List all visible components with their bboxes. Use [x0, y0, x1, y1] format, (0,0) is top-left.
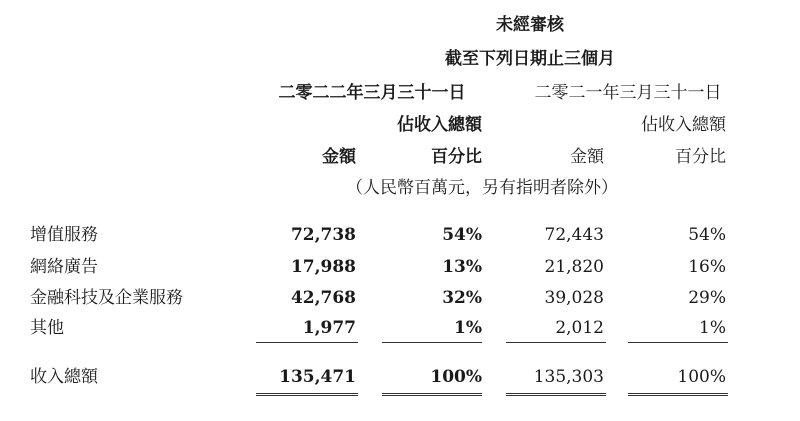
total-double-rule	[256, 393, 358, 396]
pct-2022-cell: 13%	[442, 257, 482, 277]
amount-2022-header: 金額	[322, 147, 356, 167]
total-amount-2021: 135,303	[533, 367, 604, 387]
pct-2022-cell: 1%	[454, 318, 482, 338]
amount-2021-cell: 72,443	[544, 225, 604, 245]
unaudited-label: 未經審核	[496, 15, 564, 35]
period-label: 截至下列日期止三個月	[445, 49, 615, 69]
percent-2022-header: 百分比	[431, 147, 482, 167]
amount-2021-cell: 2,012	[555, 318, 604, 338]
total-double-rule	[628, 393, 728, 396]
amount-2021-cell: 21,820	[544, 257, 604, 277]
pct-2021-cell: 16%	[688, 257, 726, 277]
subtotal-rule	[506, 342, 606, 343]
row-label: 增值服務	[30, 225, 98, 245]
pct-2022-cell: 32%	[442, 288, 482, 308]
date-2022-header: 二零二二年三月三十一日	[278, 83, 466, 103]
subtotal-rule	[382, 342, 482, 343]
total-label: 收入總額	[30, 367, 98, 387]
unit-note: （人民幣百萬元，另有指明者除外）	[346, 178, 618, 198]
amount-2022-cell: 42,768	[290, 288, 356, 308]
row-label: 網絡廣告	[30, 257, 98, 277]
pct-of-total-2022-header: 佔收入總額	[397, 115, 482, 135]
total-double-rule	[506, 393, 606, 396]
total-double-rule	[382, 393, 482, 396]
total-pct-2021: 100%	[677, 367, 726, 387]
pct-2021-cell: 54%	[688, 225, 726, 245]
row-label: 其他	[30, 318, 64, 338]
subtotal-rule	[628, 342, 728, 343]
amount-2022-cell: 17,988	[290, 257, 356, 277]
pct-2022-cell: 54%	[442, 225, 482, 245]
pct-2021-cell: 1%	[699, 318, 726, 338]
amount-2022-cell: 1,977	[302, 318, 356, 338]
pct-of-total-2021-header: 佔收入總額	[641, 115, 726, 135]
subtotal-rule	[256, 342, 358, 343]
pct-2021-cell: 29%	[688, 288, 726, 308]
percent-2021-header: 百分比	[675, 147, 726, 167]
total-amount-2022: 135,471	[279, 367, 356, 387]
amount-2021-header: 金額	[570, 147, 604, 167]
amount-2022-cell: 72,738	[290, 225, 356, 245]
total-pct-2022: 100%	[430, 367, 482, 387]
amount-2021-cell: 39,028	[544, 288, 604, 308]
row-label: 金融科技及企業服務	[30, 288, 183, 308]
date-2021-header: 二零二一年三月三十一日	[534, 83, 722, 103]
